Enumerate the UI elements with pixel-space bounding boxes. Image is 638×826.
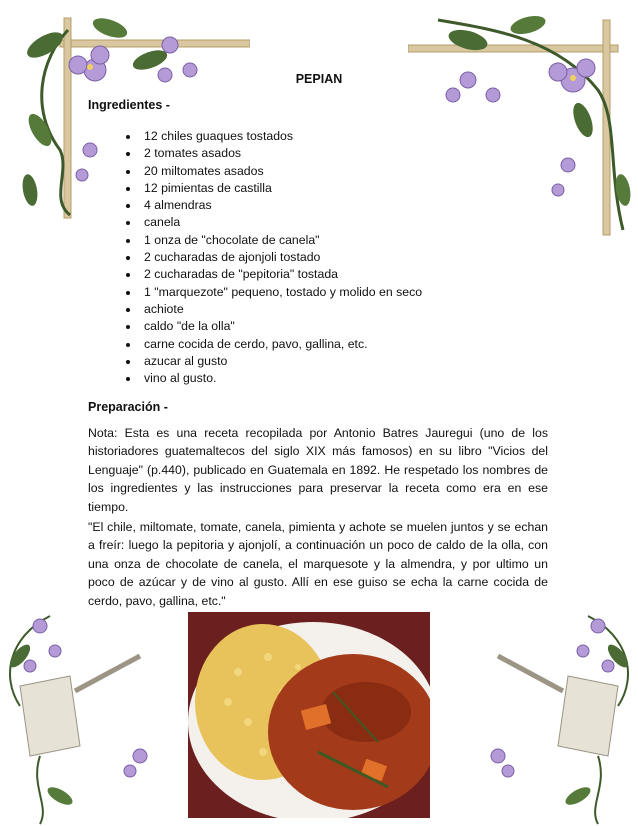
ingredient-item: 1 onza de "chocolate de canela" (126, 232, 422, 249)
ingredients-list (126, 128, 422, 387)
ingredient-item: 1 "marquezote" pequeno, tostado y molido en seco (126, 284, 422, 301)
ingredient-item: carne cocida de cerdo, pavo, gallina, etc. (126, 336, 422, 353)
ingredient-item: 12 chiles guaques tostados (126, 128, 422, 145)
ingredient-item: achiote (126, 301, 422, 318)
ingredient-item: 2 cucharadas de "pepitoria" tostada (126, 266, 422, 283)
ingredient-item: 2 cucharadas de ajonjoli tostado (126, 249, 422, 266)
ingredient-item: 12 pimientas de castilla (126, 180, 422, 197)
preparation-heading: Preparación - (88, 400, 168, 414)
ingredients-heading: Ingredientes - (88, 98, 170, 112)
ingredient-item: canela (126, 214, 422, 231)
floral-watering-can-bottom-left (0, 596, 160, 826)
floral-border-top-right (408, 0, 638, 240)
ingredient-item: 20 miltomates asados (126, 163, 422, 180)
recipe-quote-paragraph: "El chile, miltomate, tomate, canela, pimienta y achote se muelen juntos y se echan a freír: luego la pepitoria y ajonjolí, a continuación un poco de caldo de la olla, con una onza de chocolate de canela, el marquesote y la almendra, y por ultimo un poco de azúcar y de vino al gusto. Allí en ese guiso se echa la carne cocida de cerdo, pavo, gallina, etc." (88, 520, 548, 608)
dish-photo (188, 612, 430, 818)
ingredient-item: azucar al gusto (126, 353, 422, 370)
note-paragraph: Nota: Esta es una receta recopilada por Antonio Batres Jauregui (uno de los historiadores guatemaltecos del siglo XIX más famosos) en su libro "Vicios del Lenguaje" (p.440), publicado en Guatemala en 1892. He respetado los nombres de los ingredientes y las instrucciones para preservar la receta como era en ese tiempo. (88, 426, 548, 514)
ingredient-item: 2 tomates asados (126, 145, 422, 162)
ingredient-item: caldo "de la olla" (126, 318, 422, 335)
page-title: PEPIAN (295, 72, 343, 86)
ingredient-item: 4 almendras (126, 197, 422, 214)
floral-watering-can-bottom-right (478, 596, 638, 826)
ingredient-item: vino al gusto. (126, 370, 422, 387)
